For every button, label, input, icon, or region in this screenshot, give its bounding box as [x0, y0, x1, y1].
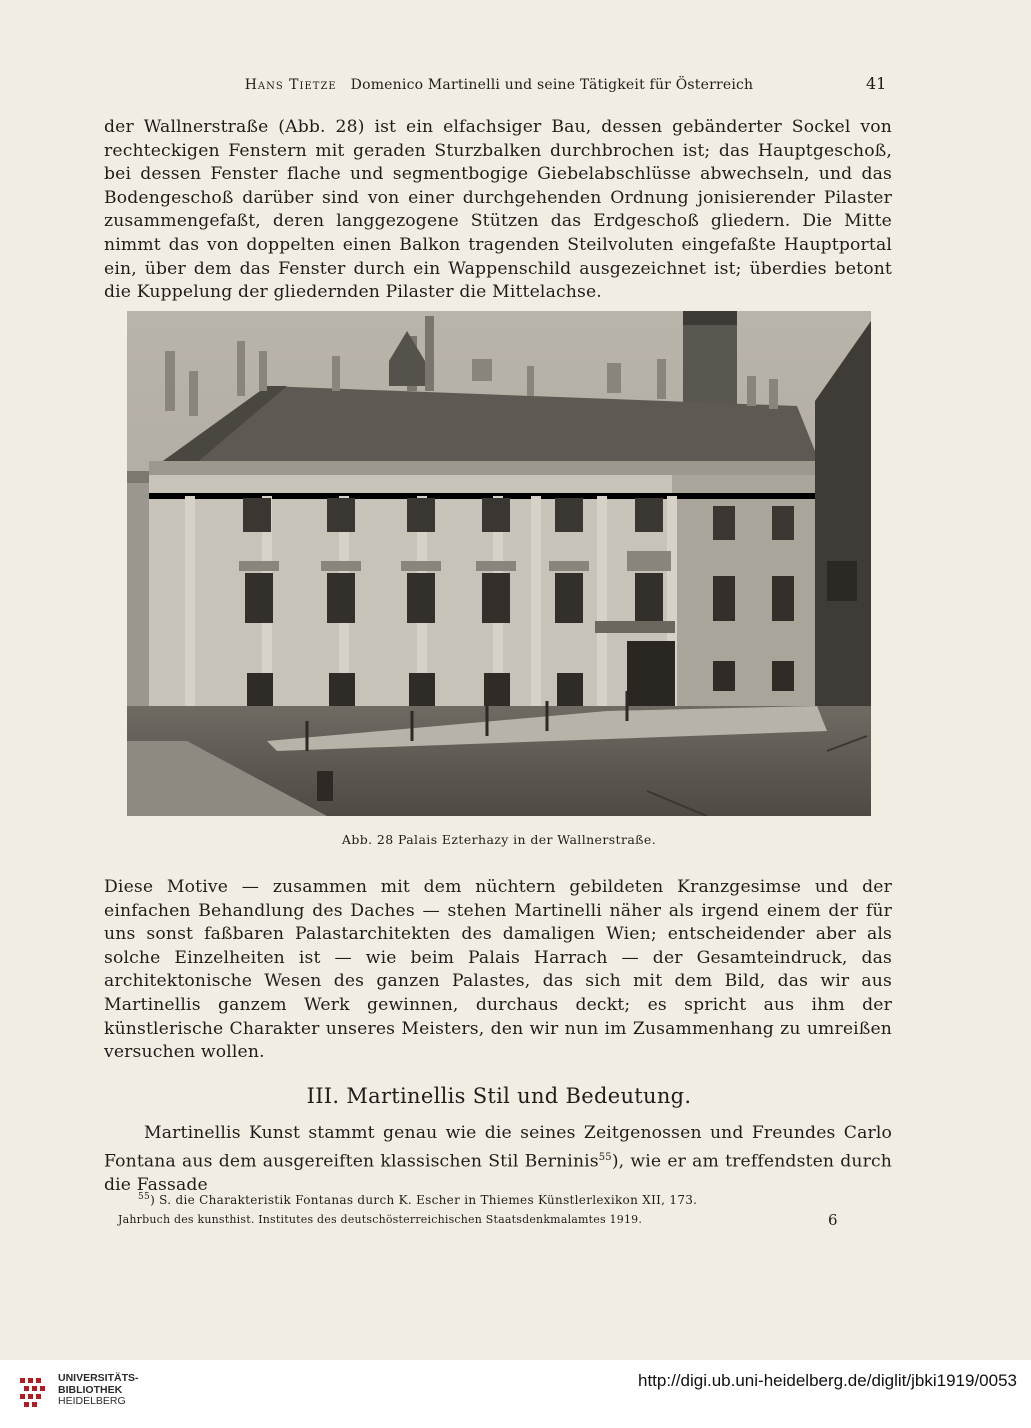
library-name	[58, 1373, 139, 1408]
signature-mark: 6	[828, 1211, 838, 1229]
palace-photograph	[127, 311, 871, 816]
paragraph-section-intro	[104, 1122, 892, 1198]
header-author: Hans Tietze	[244, 77, 337, 93]
figure-caption: Abb. 28 Palais Ezterhazy in der Wallnerstraße.	[341, 832, 657, 847]
figure-photo-palais	[127, 311, 871, 816]
digitization-footer	[0, 1360, 1031, 1428]
paragraph-motives-text: Diese Motive — zusammen mit dem nüchtern gebildeten Kranzgesimse und der einfachen Behandlung des Daches — stehen Martinelli näher als irgend einem der für uns sonst faßbaren Palastarchitekten des damaligen Wien; entscheidender aber als solche Einzelheiten ist — wie beim Palais Harrach — der Gesamteindruck, das architektonische Wesen des ganzen Palastes, das sich mit dem Bild, das wir aus Martinellis ganzem Werk gewinnen, durchaus deckt; es spricht aus ihm der künstlerische Charakter unseres Meisters, den wir nun im Zusammenhang zu umreißen versuchen wollen.	[104, 877, 892, 1063]
library-line-3: HEIDELBERG	[58, 1395, 126, 1407]
page-number: 41	[866, 74, 887, 93]
paragraph-section-intro-text	[104, 1122, 892, 1198]
library-line-2: BIBLIOTHEK	[58, 1383, 123, 1396]
footnote	[138, 1192, 898, 1207]
imprint-line: Jahrbuch des kunsthist. Institutes des deutschösterreichischen Staatsdenkmalamtes 1919.	[118, 1213, 643, 1226]
footnote-number: 55	[138, 1192, 151, 1202]
library-logo-icon	[18, 1374, 52, 1414]
section-heading: III. Martinellis Stil und Bedeutung.	[306, 1084, 692, 1108]
section-intro-text-a: Martinellis Kunst stammt genau wie die seines Zeitgenossen und Freundes Carlo Fontana aus dem ausgereiften klassischen Stil Berninis	[104, 1123, 892, 1172]
paragraph-intro-text: der Wallnerstraße (Abb. 28) ist ein elfachsiger Bau, dessen gebänderter Sockel von rechteckigen Fenstern mit geraden Sturzbalken durchbrochen ist; das Hauptgeschoß, bei dessen Fenster flache und segmentbogige Giebelabschlüsse abwechseln, und das Bodengeschoß darüber sind von einer durchgehenden Ordnung jonisierender Pilaster zusammengefaßt, deren langgezogene Stützen das Erdgeschoß gliedern. Die Mitte nimmt das von doppelten einen Balkon tragenden Steilvoluten eingefaßte Hauptportal ein, über dem das Fenster durch ein Wappenschild ausgezeichnet ist; überdies betont die Kuppelung der gliedernden Pilaster die Mittelachse.	[104, 117, 892, 303]
footnote-reference: 55	[598, 1151, 612, 1163]
footnote-text: ) S. die Charakteristik Fontanas durch K. Escher in Thiemes Künstlerlexikon XII, 173.	[150, 1193, 698, 1207]
permalink-url[interactable]: http://digi.ub.uni-heidelberg.de/diglit/jbki1919/0053	[638, 1371, 1017, 1390]
paragraph-intro	[104, 116, 892, 305]
library-line-1: UNIVERSITÄTS-	[58, 1372, 139, 1384]
paragraph-motives	[104, 876, 892, 1065]
header-title: Domenico Martinelli und seine Tätigkeit für Österreich	[350, 77, 754, 93]
section-intro-text-b: ), wie er am treffendsten durch die Fassade	[104, 1151, 892, 1195]
running-head	[104, 77, 894, 93]
